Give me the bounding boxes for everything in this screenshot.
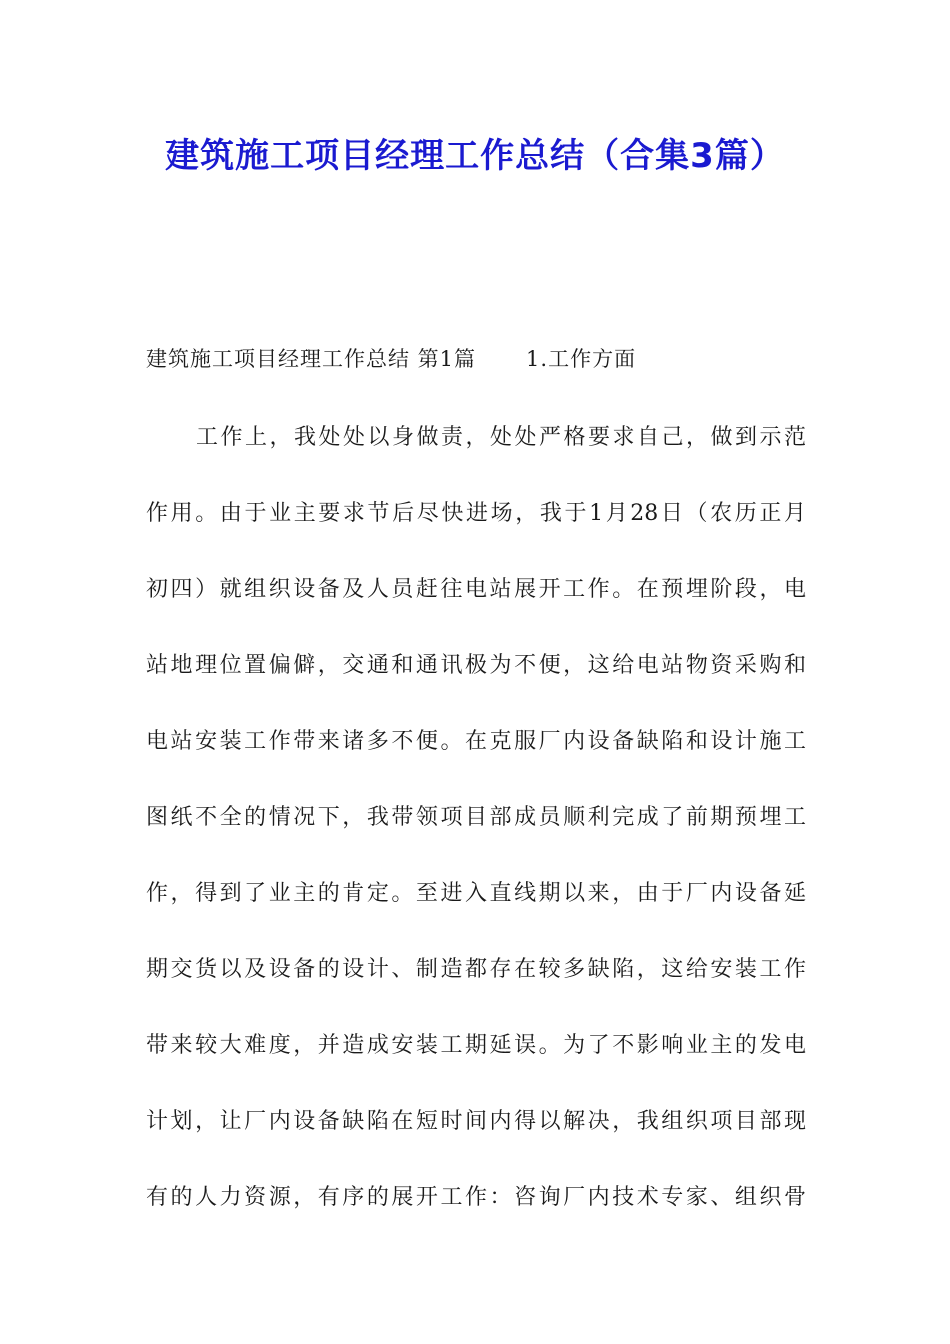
paragraph-line: 工作上，我处处以身做责，处处严格要求自己，做到示范 (196, 425, 806, 450)
paragraph-line: 电站安装工作带来诸多不便。在克服厂内设备缺陷和设计施工 (146, 729, 806, 754)
subsection-label: 1.工作方面 (526, 347, 637, 371)
body-paragraph (146, 418, 806, 1254)
paragraph-line: 计划，让厂内设备缺陷在短时间内得以解决，我组织项目部现 (146, 1109, 806, 1134)
paragraph-line: 初四）就组织设备及人员赶往电站展开工作。在预埋阶段，电 (146, 577, 806, 602)
paragraph-line: 作用。由于业主要求节后尽快进场，我于1月28日（农历正月 (146, 501, 806, 526)
paragraph-line: 带来较大难度，并造成安装工期延误。为了不影响业主的发电 (146, 1033, 806, 1058)
section-part-label: 建筑施工项目经理工作总结 第1篇 (146, 347, 477, 371)
paragraph-line: 有的人力资源，有序的展开工作：咨询厂内技术专家、组织骨 (146, 1185, 806, 1210)
document-title: 建筑施工项目经理工作总结（合集3篇） (165, 136, 785, 176)
paragraph-line: 作，得到了业主的肯定。至进入直线期以来，由于厂内设备延 (146, 881, 806, 906)
paragraph-line: 站地理位置偏僻，交通和通讯极为不便，这给电站物资采购和 (146, 653, 806, 678)
section-heading (146, 343, 636, 373)
paragraph-line: 图纸不全的情况下，我带领项目部成员顺利完成了前期预埋工 (146, 805, 806, 830)
paragraph-line: 期交货以及设备的设计、制造都存在较多缺陷，这给安装工作 (146, 957, 806, 982)
